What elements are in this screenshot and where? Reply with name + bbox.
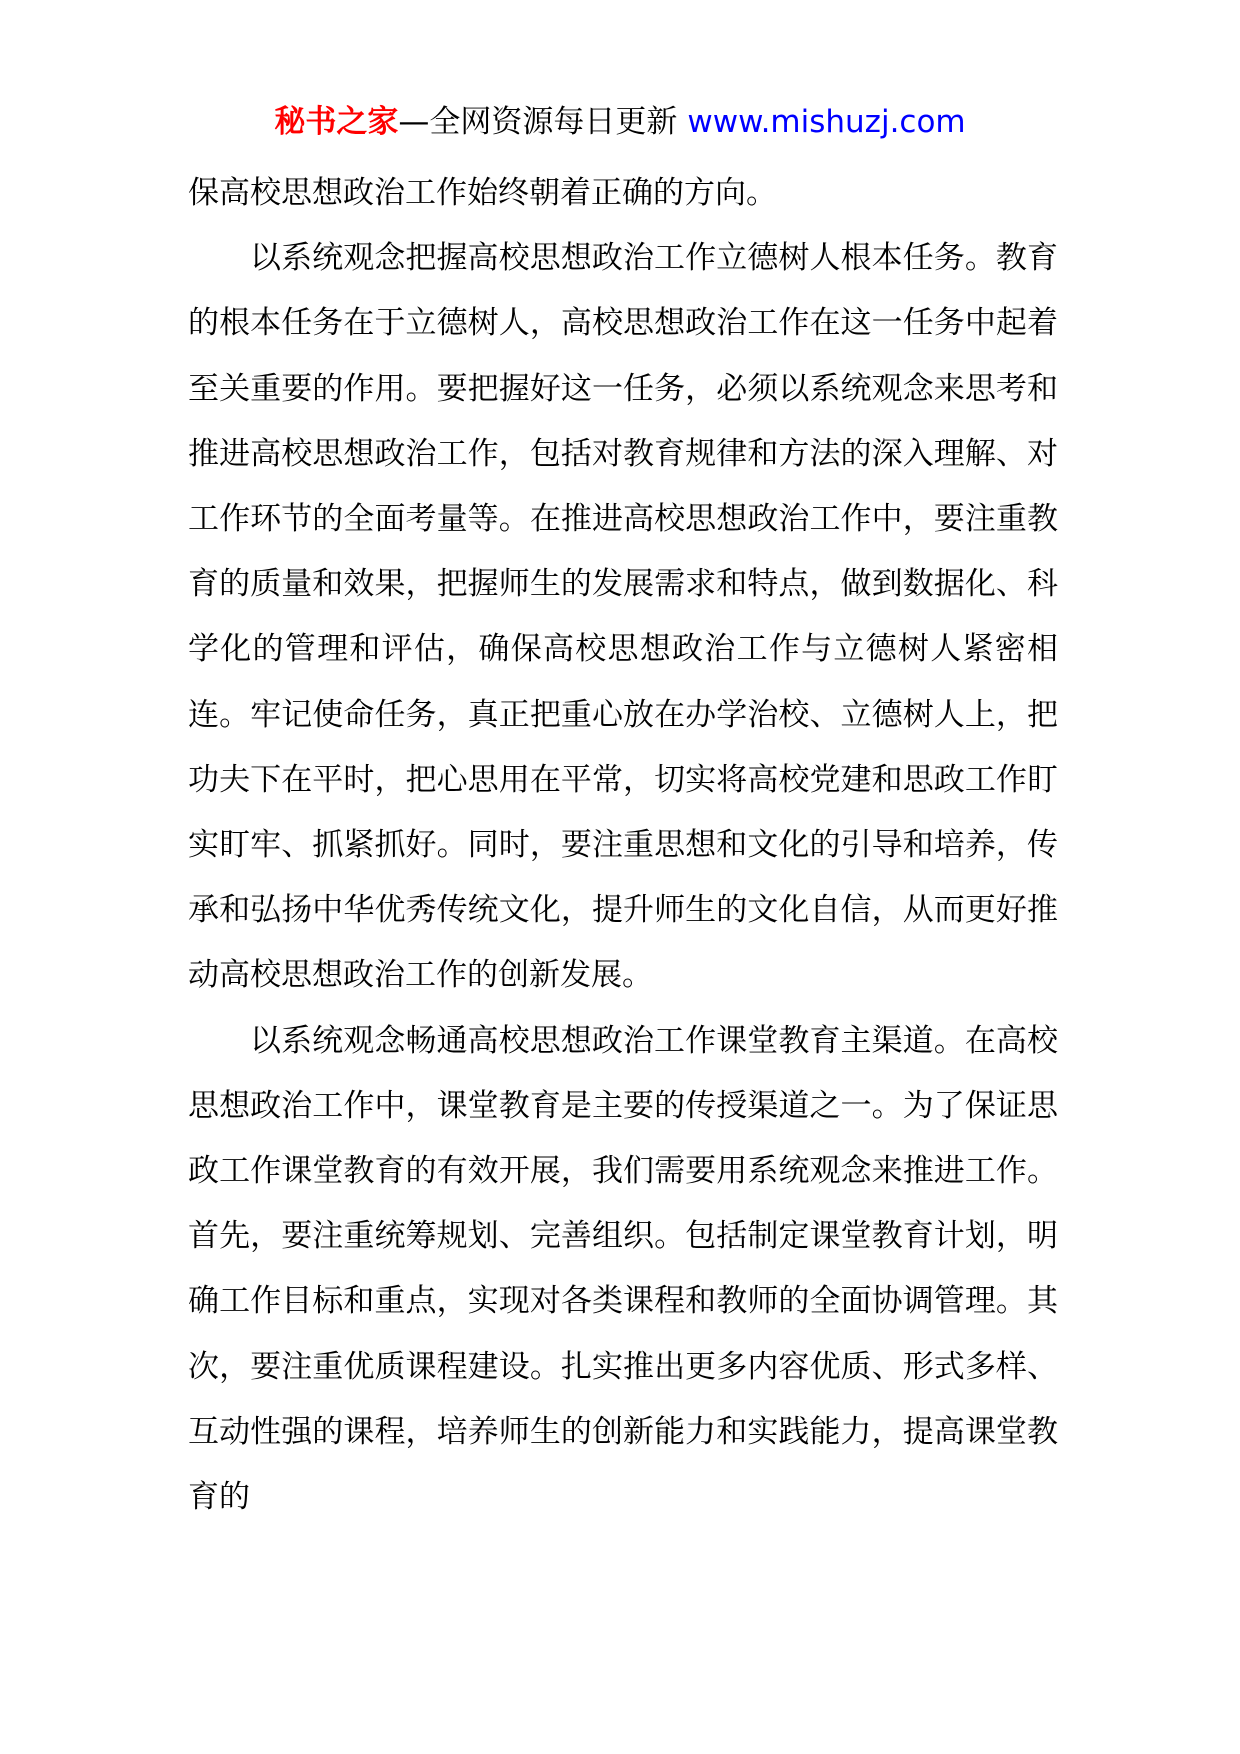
paragraph-continuation: 保高校思想政治工作始终朝着正确的方向。	[188, 175, 777, 211]
site-brand: 秘书之家	[274, 104, 399, 140]
paragraph-moral-education: 以系统观念把握高校思想政治工作立德树人根本任务。教育的根本任务在于立德树人，高校思想政治工作在这一任务中起着至关重要的作用。要把握好这一任务，必须以系统观念来思考和推进高校思想政治工作，包括对教育规律和方法的深入理解、对工作环节的全面考量等。在推进高校思想政治工作中，要注重教育的质量和效果，把握师生的发展需求和特点，做到数据化、科学化的管理和评估，确保高校思想政治工作与立德树人紧密相连。牢记使命任务，真正把重心放在办学治校、立德树人上，把功夫下在平时，把心思用在平常，切实将高校党建和思政工作盯实盯牢、抓紧抓好。同时，要注重思想和文化的引导和培养，传承和弘扬中华优秀传统文化，提升师生的文化自信，从而更好推动高校思想政治工作的创新发展。	[188, 240, 1058, 994]
document-body	[188, 161, 1058, 1530]
site-tagline: —全网资源每日更新	[398, 104, 678, 140]
site-header	[0, 100, 1240, 144]
site-url-link[interactable]: www.mishuzj.com	[687, 104, 966, 140]
paragraph-classroom-education: 以系统观念畅通高校思想政治工作课堂教育主渠道。在高校思想政治工作中，课堂教育是主要的传授渠道之一。为了保证思政工作课堂教育的有效开展，我们需要用系统观念来推进工作。首先，要注重统筹规划、完善组织。包括制定课堂教育计划，明确工作目标和重点，实现对各类课程和教师的全面协调管理。其次，要注重优质课程建设。扎实推出更多内容优质、形式多样、互动性强的课程，培养师生的创新能力和实践能力，提高课堂教育的	[188, 1022, 1058, 1516]
